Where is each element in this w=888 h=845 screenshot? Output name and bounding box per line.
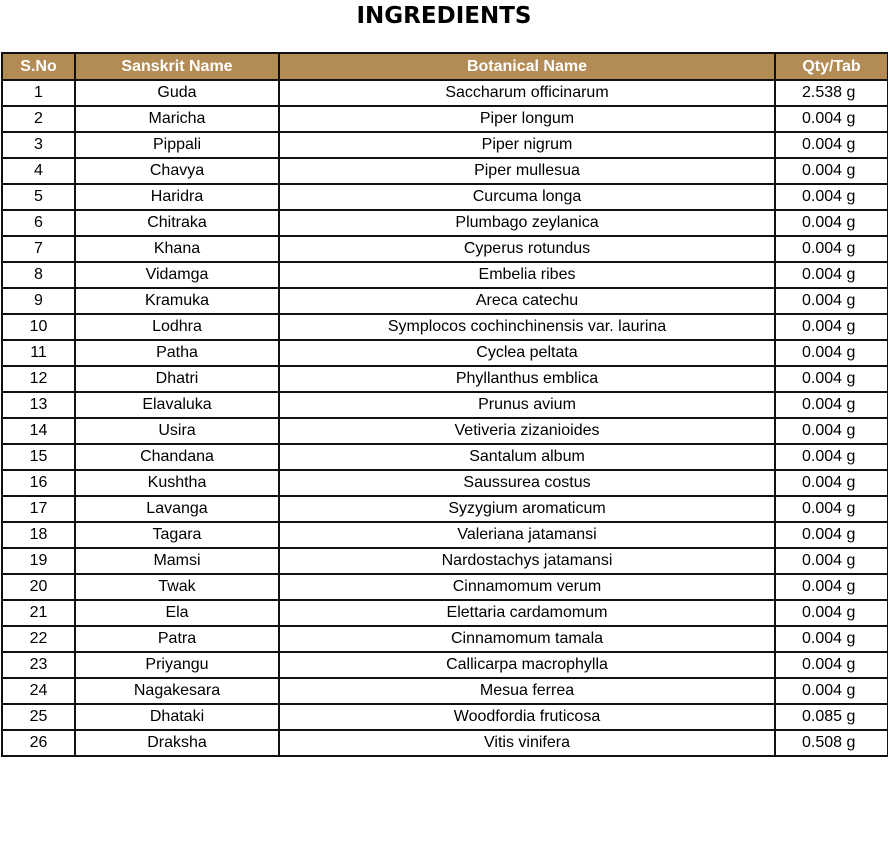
table-row bbox=[2, 80, 888, 106]
cell-sno: 23 bbox=[2, 652, 75, 678]
cell-sanskrit-name: Tagara bbox=[75, 522, 279, 548]
table-row bbox=[2, 184, 888, 210]
table-row bbox=[2, 470, 888, 496]
cell-sno: 25 bbox=[2, 704, 75, 730]
cell-botanical-name: Saussurea costus bbox=[279, 470, 775, 496]
cell-botanical-name: Syzygium aromaticum bbox=[279, 496, 775, 522]
cell-botanical-name: Cinnamomum tamala bbox=[279, 626, 775, 652]
cell-sanskrit-name: Nagakesara bbox=[75, 678, 279, 704]
cell-botanical-name: Cyclea peltata bbox=[279, 340, 775, 366]
cell-sno: 14 bbox=[2, 418, 75, 444]
cell-sno: 16 bbox=[2, 470, 75, 496]
cell-qty: 0.004 g bbox=[775, 158, 888, 184]
table-body bbox=[2, 80, 888, 756]
cell-sanskrit-name: Lavanga bbox=[75, 496, 279, 522]
cell-qty: 0.004 g bbox=[775, 444, 888, 470]
table-row bbox=[2, 600, 888, 626]
cell-sno: 10 bbox=[2, 314, 75, 340]
cell-sno: 26 bbox=[2, 730, 75, 756]
table-row bbox=[2, 548, 888, 574]
cell-qty: 0.004 g bbox=[775, 366, 888, 392]
cell-sanskrit-name: Vidamga bbox=[75, 262, 279, 288]
table-row bbox=[2, 444, 888, 470]
cell-botanical-name: Embelia ribes bbox=[279, 262, 775, 288]
table-row bbox=[2, 652, 888, 678]
table-row bbox=[2, 288, 888, 314]
cell-qty: 0.004 g bbox=[775, 496, 888, 522]
page-title: INGREDIENTS bbox=[356, 3, 532, 29]
table-row bbox=[2, 522, 888, 548]
cell-sno: 21 bbox=[2, 600, 75, 626]
table-row bbox=[2, 626, 888, 652]
cell-botanical-name: Phyllanthus emblica bbox=[279, 366, 775, 392]
cell-sno: 4 bbox=[2, 158, 75, 184]
table-row bbox=[2, 418, 888, 444]
cell-sanskrit-name: Kramuka bbox=[75, 288, 279, 314]
table-row bbox=[2, 574, 888, 600]
cell-qty: 0.004 g bbox=[775, 574, 888, 600]
cell-sno: 19 bbox=[2, 548, 75, 574]
header-sanskrit-name: Sanskrit Name bbox=[75, 53, 279, 80]
cell-sanskrit-name: Dhataki bbox=[75, 704, 279, 730]
cell-qty: 0.004 g bbox=[775, 418, 888, 444]
cell-sno: 13 bbox=[2, 392, 75, 418]
cell-qty: 0.004 g bbox=[775, 626, 888, 652]
cell-sanskrit-name: Pippali bbox=[75, 132, 279, 158]
cell-sno: 12 bbox=[2, 366, 75, 392]
cell-botanical-name: Cyperus rotundus bbox=[279, 236, 775, 262]
table-row bbox=[2, 210, 888, 236]
cell-botanical-name: Piper mullesua bbox=[279, 158, 775, 184]
table-row bbox=[2, 132, 888, 158]
table-row bbox=[2, 678, 888, 704]
cell-botanical-name: Mesua ferrea bbox=[279, 678, 775, 704]
header-qty-per-tab: Qty/Tab bbox=[775, 53, 888, 80]
cell-sno: 9 bbox=[2, 288, 75, 314]
table-row bbox=[2, 496, 888, 522]
cell-sanskrit-name: Chandana bbox=[75, 444, 279, 470]
cell-sanskrit-name: Twak bbox=[75, 574, 279, 600]
table-row bbox=[2, 730, 888, 756]
cell-qty: 0.004 g bbox=[775, 340, 888, 366]
cell-sanskrit-name: Draksha bbox=[75, 730, 279, 756]
cell-qty: 0.004 g bbox=[775, 184, 888, 210]
cell-sno: 18 bbox=[2, 522, 75, 548]
cell-botanical-name: Saccharum officinarum bbox=[279, 80, 775, 106]
cell-sno: 8 bbox=[2, 262, 75, 288]
table-row bbox=[2, 366, 888, 392]
cell-sno: 6 bbox=[2, 210, 75, 236]
cell-botanical-name: Cinnamomum verum bbox=[279, 574, 775, 600]
cell-botanical-name: Piper nigrum bbox=[279, 132, 775, 158]
table-row bbox=[2, 314, 888, 340]
cell-sanskrit-name: Chitraka bbox=[75, 210, 279, 236]
table-row bbox=[2, 262, 888, 288]
cell-qty: 0.004 g bbox=[775, 522, 888, 548]
cell-sanskrit-name: Usira bbox=[75, 418, 279, 444]
cell-sanskrit-name: Chavya bbox=[75, 158, 279, 184]
table-row bbox=[2, 106, 888, 132]
cell-sanskrit-name: Khana bbox=[75, 236, 279, 262]
cell-qty: 0.085 g bbox=[775, 704, 888, 730]
table-row bbox=[2, 158, 888, 184]
cell-botanical-name: Woodfordia fruticosa bbox=[279, 704, 775, 730]
cell-sanskrit-name: Patha bbox=[75, 340, 279, 366]
table-row bbox=[2, 236, 888, 262]
cell-botanical-name: Piper longum bbox=[279, 106, 775, 132]
cell-botanical-name: Vitis vinifera bbox=[279, 730, 775, 756]
cell-qty: 0.004 g bbox=[775, 470, 888, 496]
cell-qty: 0.004 g bbox=[775, 314, 888, 340]
cell-sno: 22 bbox=[2, 626, 75, 652]
ingredients-table bbox=[1, 52, 888, 757]
cell-qty: 0.004 g bbox=[775, 652, 888, 678]
table-row bbox=[2, 340, 888, 366]
header-sno: S.No bbox=[2, 53, 75, 80]
cell-sanskrit-name: Elavaluka bbox=[75, 392, 279, 418]
cell-sanskrit-name: Patra bbox=[75, 626, 279, 652]
header-botanical-name: Botanical Name bbox=[279, 53, 775, 80]
cell-qty: 0.508 g bbox=[775, 730, 888, 756]
cell-sanskrit-name: Mamsi bbox=[75, 548, 279, 574]
cell-botanical-name: Nardostachys jatamansi bbox=[279, 548, 775, 574]
cell-botanical-name: Symplocos cochinchinensis var. laurina bbox=[279, 314, 775, 340]
cell-qty: 0.004 g bbox=[775, 288, 888, 314]
cell-qty: 2.538 g bbox=[775, 80, 888, 106]
cell-sanskrit-name: Guda bbox=[75, 80, 279, 106]
cell-sanskrit-name: Maricha bbox=[75, 106, 279, 132]
table-header-row bbox=[2, 53, 888, 80]
cell-botanical-name: Vetiveria zizanioides bbox=[279, 418, 775, 444]
table-row bbox=[2, 704, 888, 730]
cell-botanical-name: Plumbago zeylanica bbox=[279, 210, 775, 236]
table-row bbox=[2, 392, 888, 418]
cell-sanskrit-name: Dhatri bbox=[75, 366, 279, 392]
cell-qty: 0.004 g bbox=[775, 210, 888, 236]
cell-sno: 20 bbox=[2, 574, 75, 600]
cell-qty: 0.004 g bbox=[775, 392, 888, 418]
cell-sanskrit-name: Priyangu bbox=[75, 652, 279, 678]
cell-sno: 5 bbox=[2, 184, 75, 210]
cell-sanskrit-name: Kushtha bbox=[75, 470, 279, 496]
cell-sanskrit-name: Ela bbox=[75, 600, 279, 626]
cell-qty: 0.004 g bbox=[775, 262, 888, 288]
cell-sno: 24 bbox=[2, 678, 75, 704]
cell-botanical-name: Elettaria cardamomum bbox=[279, 600, 775, 626]
cell-sanskrit-name: Lodhra bbox=[75, 314, 279, 340]
cell-botanical-name: Prunus avium bbox=[279, 392, 775, 418]
cell-qty: 0.004 g bbox=[775, 548, 888, 574]
cell-qty: 0.004 g bbox=[775, 678, 888, 704]
cell-qty: 0.004 g bbox=[775, 106, 888, 132]
cell-sanskrit-name: Haridra bbox=[75, 184, 279, 210]
cell-sno: 2 bbox=[2, 106, 75, 132]
cell-sno: 1 bbox=[2, 80, 75, 106]
cell-qty: 0.004 g bbox=[775, 132, 888, 158]
cell-botanical-name: Callicarpa macrophylla bbox=[279, 652, 775, 678]
cell-botanical-name: Curcuma longa bbox=[279, 184, 775, 210]
cell-sno: 3 bbox=[2, 132, 75, 158]
cell-qty: 0.004 g bbox=[775, 600, 888, 626]
cell-sno: 7 bbox=[2, 236, 75, 262]
cell-sno: 17 bbox=[2, 496, 75, 522]
cell-botanical-name: Areca catechu bbox=[279, 288, 775, 314]
cell-sno: 15 bbox=[2, 444, 75, 470]
cell-botanical-name: Santalum album bbox=[279, 444, 775, 470]
cell-botanical-name: Valeriana jatamansi bbox=[279, 522, 775, 548]
cell-sno: 11 bbox=[2, 340, 75, 366]
cell-qty: 0.004 g bbox=[775, 236, 888, 262]
